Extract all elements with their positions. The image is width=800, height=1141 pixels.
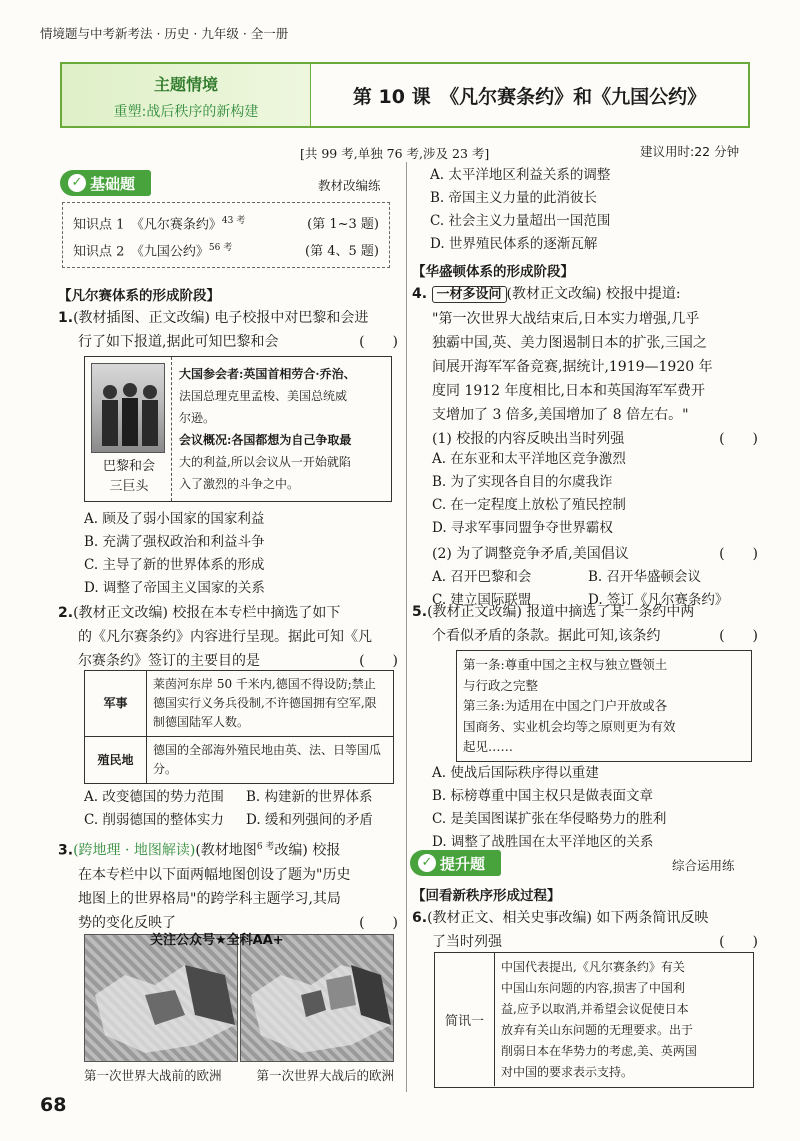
column-divider <box>406 162 407 1092</box>
map-caption: 第一次世界大战后的欧洲 <box>256 1068 394 1083</box>
map-captions <box>84 1066 394 1084</box>
box-line: 法国总理克里孟梭、美国总统威 <box>179 389 348 403</box>
option-a[interactable]: A. 太平洋地区利益关系的调整 <box>430 167 611 183</box>
option-a[interactable]: A. 使战后国际秩序得以重建 <box>432 765 599 781</box>
section-versailles: 【凡尔赛体系的形成阶段】 <box>58 288 220 304</box>
q2-text-line: 尔赛条约》签订的主要目的是 <box>78 653 260 669</box>
lesson-title: 第 10 课 《凡尔赛条约》和《九国公约》 <box>310 62 750 128</box>
option-c[interactable]: C. 是美国图谋扩张在华侵略势力的胜利 <box>432 811 667 827</box>
q3-text-line: 势的变化反映了 <box>78 914 176 931</box>
advance-tab <box>410 850 501 876</box>
q1-text-line: 行了如下报道,据此可知巴黎和会 <box>78 334 279 350</box>
news-line: 削弱日本在华势力的考虑,美、英两国 <box>501 1044 697 1058</box>
option-a[interactable]: A. 召开巴黎和会 <box>432 569 532 585</box>
section-review: 【回看新秩序形成过程】 <box>412 888 561 904</box>
q4-sub2-text: (2) 为了调整竞争矛盾,美国倡议 <box>432 546 629 562</box>
map-europe-after-ww1 <box>240 934 394 1062</box>
option-a[interactable]: A. 在东亚和太平洋地区竞争激烈 <box>432 451 626 467</box>
box-line: 起见…… <box>463 739 514 754</box>
q4-text-line: 间展开海军军备竞赛,据统计,1919—1920 年 <box>432 359 713 375</box>
option-c[interactable]: C. 主导了新的世界体系的形成 <box>84 557 265 573</box>
table-row <box>85 737 394 784</box>
q1-options <box>84 508 265 600</box>
q4-sub1-options <box>432 448 626 540</box>
page-number: 68 <box>40 1094 67 1116</box>
kp-sup: 56 考 <box>208 242 233 253</box>
news-line: 益,应予以取消,并希望会议促使日本 <box>501 1002 689 1016</box>
q4-sub2 <box>432 542 758 566</box>
option-d[interactable]: D. 寻求军事同盟争夺世界霸权 <box>432 520 613 536</box>
box-line: 国商务、实业机会均等之原则更为有效 <box>463 718 676 734</box>
option-d[interactable]: D. 调整了战胜国在太平洋地区的关系 <box>432 834 654 850</box>
option-c[interactable]: C. 建立国际联盟 <box>432 592 532 608</box>
theme-title: 主题情境 <box>153 75 218 94</box>
knowledge-point-row <box>73 209 379 236</box>
table-head-cell: 殖民地 <box>85 737 147 784</box>
answer-blank[interactable]: ( ) <box>719 934 758 950</box>
q1-box-text <box>179 363 389 495</box>
q2-text-line: 的《凡尔赛条约》内容进行呈现。据此可知《凡 <box>78 629 372 645</box>
q4-text-line: 支增加了 3 倍多,美国增加了 8 倍左右。" <box>432 407 689 423</box>
option-c[interactable]: C. 在一定程度上放松了殖民控制 <box>432 497 626 513</box>
q5-options <box>432 762 666 854</box>
q3-text-line: 在本专栏中以下面两幅地图创设了题为"历史 <box>78 866 351 883</box>
q1-source-box <box>84 356 392 502</box>
q4-tag: 一材多设问 <box>432 286 507 303</box>
basic-tab-label: 基础题 <box>90 174 136 193</box>
theme-box <box>60 62 310 128</box>
option-b[interactable]: B. 为了实现各自目的尔虞我诈 <box>432 474 613 490</box>
box-line: 与行政之完整 <box>463 677 539 693</box>
basic-tab <box>60 170 151 196</box>
photo-caption-line: 巴黎和会 <box>102 459 155 474</box>
check-icon: ✓ <box>68 174 86 192</box>
news-head: 简讯一 <box>435 953 495 1086</box>
table-head-cell: 军事 <box>85 671 147 737</box>
question-3 <box>58 835 398 935</box>
map-europe-before-ww1 <box>84 934 238 1062</box>
news-text <box>501 957 751 1083</box>
option-b[interactable]: B. 构建新的世界体系 <box>246 789 373 805</box>
q3-text-line: 地图上的世界格局"的跨学科主题学习,其局 <box>78 890 341 907</box>
q3-options <box>430 164 610 256</box>
option-d[interactable]: D. 调整了帝国主义国家的关系 <box>84 580 265 596</box>
q3-tag: (跨地理 · 地图解读) <box>73 842 196 859</box>
section-washington: 【华盛顿体系的形成阶段】 <box>412 264 574 280</box>
photo-caption-line: 三巨头 <box>109 479 149 494</box>
answer-blank[interactable]: ( ) <box>359 914 398 931</box>
question-1 <box>58 306 398 354</box>
q6-text-line: 了当时列强 <box>432 934 502 950</box>
option-d[interactable]: D. 世界殖民体系的逐渐瓦解 <box>430 236 598 252</box>
question-number: 5. <box>412 604 428 620</box>
box-line: 第三条:为适用在中国之门户开放或各 <box>463 698 668 713</box>
table-cell: 莱茵河东岸 50 千米内,德国不得设防;禁止德国实行义务兵役制,不许德国拥有空军,限制德国陆军人数。 <box>147 671 394 737</box>
suggested-time: 建议用时:22 分钟 <box>640 144 740 159</box>
q5-text-line: 个看似矛盾的条款。据此可知,该条约 <box>432 628 661 644</box>
q1-text-line: (教材插图、正文改编) 电子校报中对巴黎和会进 <box>73 310 369 326</box>
q3-sup: 6 考 <box>256 842 275 852</box>
box-line: 入了激烈的斗争之中。 <box>179 477 300 491</box>
question-5 <box>412 600 758 648</box>
q2-text-line: (教材正文改编) 校报在本专栏中摘选了如下 <box>73 605 341 621</box>
question-number: 2. <box>58 605 74 621</box>
option-d[interactable]: D. 缓和列强间的矛盾 <box>246 812 373 828</box>
question-number: 1. <box>58 310 74 326</box>
q6-text-line: (教材正文、相关史事改编) 如下两条简讯反映 <box>427 910 709 926</box>
advance-tagline: 综合运用练 <box>672 858 735 873</box>
option-b[interactable]: B. 标榜尊重中国主权只是做表面文章 <box>432 788 654 804</box>
kp-sup: 43 考 <box>221 215 246 226</box>
map-caption: 第一次世界大战前的欧洲 <box>84 1068 222 1083</box>
watermark: 关注公众号★全科AA+ <box>150 933 284 948</box>
q2-treaty-table <box>84 670 394 784</box>
knowledge-point-row <box>73 236 379 263</box>
photo-caption <box>89 457 169 497</box>
option-a[interactable]: A. 顾及了弱小国家的国家利益 <box>84 511 265 527</box>
answer-blank[interactable]: ( ) <box>359 653 398 669</box>
option-a[interactable]: A. 改变德国的势力范围 <box>84 789 224 805</box>
basic-tagline: 教材改编练 <box>318 178 381 193</box>
question-6 <box>412 906 758 954</box>
news-line: 放弃有关山东问题的无理要求。出于 <box>501 1023 694 1037</box>
knowledge-points-box <box>62 202 390 268</box>
option-b[interactable]: B. 充满了强权政治和利益斗争 <box>84 534 265 550</box>
kp-range: (第 1~3 题) <box>307 217 379 232</box>
check-icon: ✓ <box>418 854 436 872</box>
book-title: 情境题与中考新考法 · 历史 · 九年级 · 全一册 <box>40 26 289 41</box>
news-line: 对中国的要求表示支持。 <box>501 1065 634 1079</box>
q4-text-line: 独霸中国,英、美力图遏制日本的扩张,三国之 <box>432 335 707 351</box>
divider <box>171 357 172 501</box>
box-line: 大的利益,所以会议从一开始就陷 <box>179 455 351 469</box>
kp-label: 知识点 2 《九国公约》 <box>73 244 209 260</box>
theme-subtitle: 重塑:战后秩序的新构建 <box>113 104 259 120</box>
answer-blank[interactable]: ( ) <box>719 431 758 447</box>
answer-blank[interactable]: ( ) <box>359 334 398 350</box>
box-line: 大国参会者:英国首相劳合·乔治、 <box>179 367 356 381</box>
exam-stats: [共 99 考,单独 76 考,涉及 23 考] <box>300 146 490 161</box>
q5-treaty-box <box>456 650 752 762</box>
question-2 <box>58 601 398 673</box>
q4-sub1: (1) 校报的内容反映出当时列强 <box>432 431 625 447</box>
q2-options <box>84 786 404 832</box>
news-line: 中国山东问题的内容,损害了中国利 <box>501 981 685 995</box>
q3-text-line: 改编) 校报 <box>274 842 341 859</box>
box-line: 第一条:尊重中国之主权与独立暨领土 <box>463 657 668 672</box>
advance-tab-label: 提升题 <box>440 854 486 873</box>
kp-label: 知识点 1 《凡尔赛条约》 <box>73 217 222 233</box>
q4-text-line: (教材正文改编) 校报中提道: <box>506 286 681 302</box>
answer-blank[interactable]: ( ) <box>719 546 758 562</box>
question-number: 6. <box>412 910 428 926</box>
option-b[interactable]: B. 帝国主义力量的此消彼长 <box>430 190 598 206</box>
table-cell: 德国的全部海外殖民地由英、法、日等国瓜分。 <box>147 737 394 784</box>
q3-text-line: (教材地图 <box>195 842 257 859</box>
q5-text-line: (教材正文改编) 报道中摘选了某一条约中两 <box>427 604 695 620</box>
question-4 <box>412 282 758 451</box>
q4-text-line: "第一次世界大战结束后,日本实力增强,几乎 <box>432 311 700 327</box>
box-line: 尔逊。 <box>179 411 216 425</box>
table-row <box>85 671 394 737</box>
question-number: 4. <box>412 286 428 302</box>
option-b[interactable]: B. 召开华盛顿会议 <box>588 569 702 585</box>
box-line: 会议概况:各国都想为自己争取最 <box>179 433 352 447</box>
news-line: 中国代表提出,《凡尔赛条约》有关 <box>501 960 685 974</box>
answer-blank[interactable]: ( ) <box>719 628 758 644</box>
option-d[interactable]: D. 签订《凡尔赛条约》 <box>588 592 729 608</box>
q4-text-line: 度同 1912 年度相比,日本和英国海军军费开 <box>432 383 705 399</box>
q6-news-box <box>434 952 754 1088</box>
option-c[interactable]: C. 削弱德国的整体实力 <box>84 812 224 828</box>
kp-range: (第 4、5 题) <box>305 244 379 259</box>
paris-conference-photo <box>91 363 165 453</box>
option-c[interactable]: C. 社会主义力量超出一国范围 <box>430 213 611 229</box>
question-number: 3. <box>58 842 74 859</box>
